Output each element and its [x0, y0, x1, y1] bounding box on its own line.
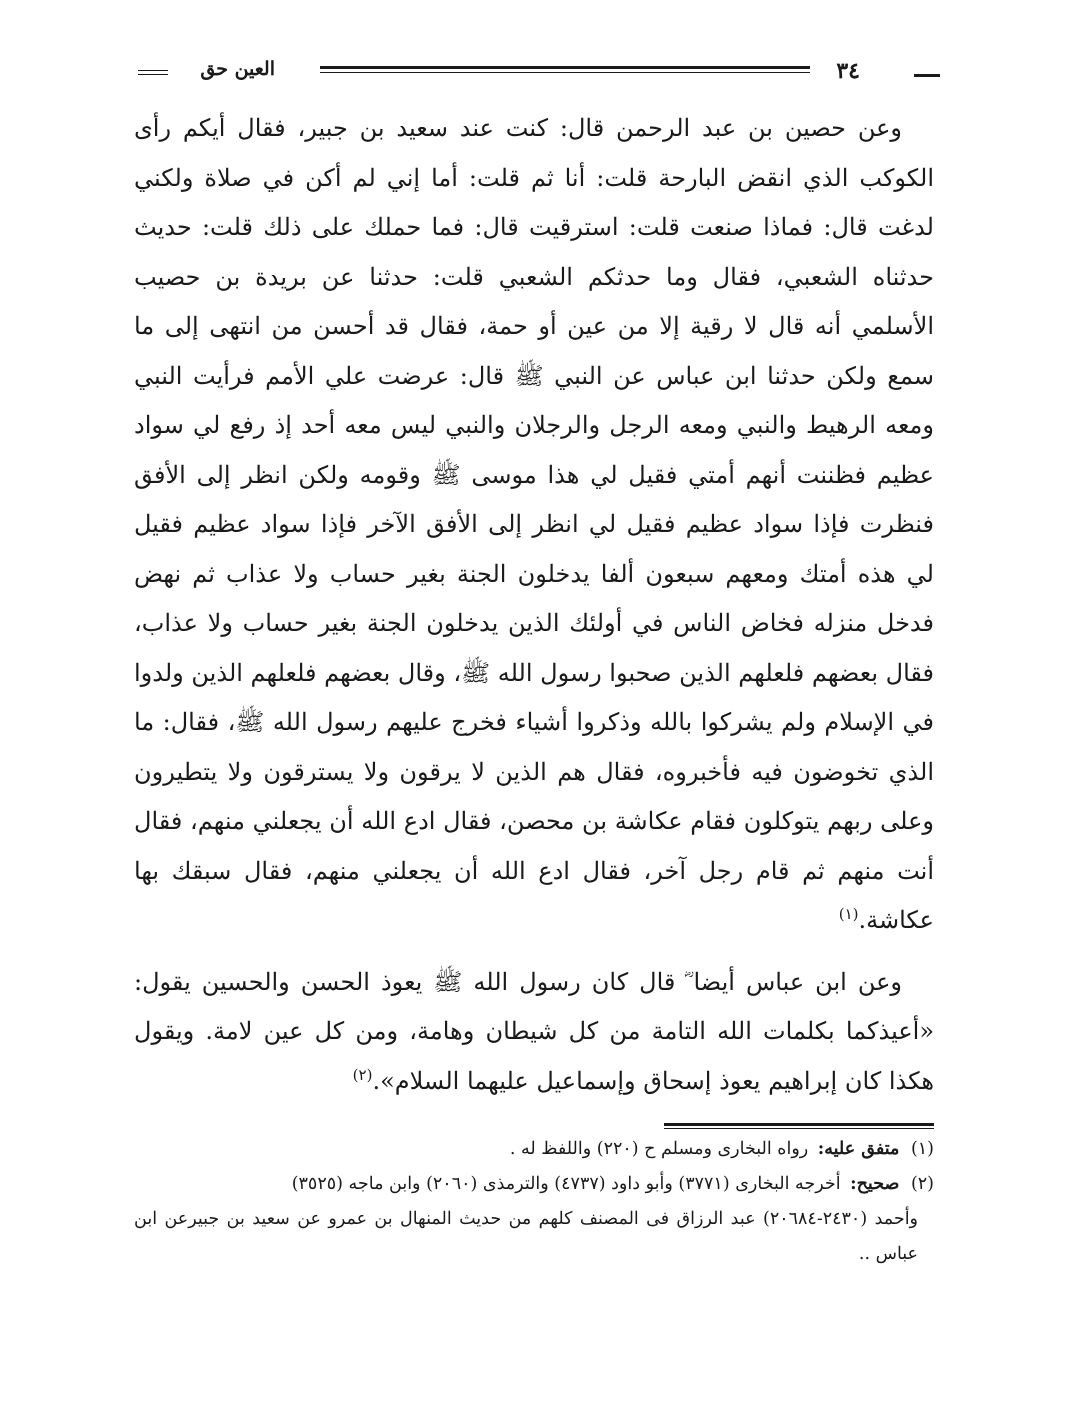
header-rule [320, 66, 810, 76]
paragraph-hadith-husain [134, 104, 934, 946]
footnote-reference-1: (١) [838, 905, 859, 923]
page-number: ٣٤ [836, 58, 860, 84]
footnote-continuation: وأحمد (٢٤٣٠-٢٠٦٨٤) عبد الرزاق فى المصنف كلهم من حديث المنهال بن عمرو عن سعيد بن جبيرعن ابن عباس .. [134, 1209, 919, 1264]
paragraph-text: وعن ابن عباس أيضا ؓ قال كان رسول الله ﷺ يعوذ الحسن والحسين يقول: «أعيذكما بكلمات الله التامة من كل شيطان وهامة، ومن كل عين لامة. ويقول هكذا كان إبراهيم يعوذ إسحاق وإسماعيل عليهما السلام». [134, 967, 934, 1095]
paragraph-hadith-ibn-abbas [134, 958, 934, 1107]
footnote-grade: صحيح: [850, 1174, 900, 1194]
paragraph-text: وعن حصين بن عبد الرحمن قال: كنت عند سعيد بن جبير، فقال أيكم رأى الكوكب الذي انقض البارحة قلت: أنا ثم قلت: أما إني لم أكن في صلاة ولكني لدغت قال: فماذا صنعت قلت: استرقيت قال: فما حملك على ذلك قلت: حديث حدثناه الشعبي، فقال وما حدثكم الشعبي قلت: حدثنا عن بريدة بن حصيب الأسلمي أنه قال لا رقية إلا من عين أو حمة، فقال قد أحسن من انتهى إلى ما سمع ولكن حدثنا ابن عباس عن النبي ﷺ قال: عرضت علي الأمم فرأيت النبي ومعه الرهيط والنبي ومعه الرجل والرجلان والنبي ليس معه أحد إذ رفع لي سواد عظيم فظننت أنهم أمتي فقيل لي هذا موسى ﷺ وقومه ولكن انظر إلى الأفق فنظرت فإذا سواد عظيم فقيل لي انظر إلى الأفق الآخر فإذا سواد عظيم فقيل لي هذه أمتك ومعهم سبعون ألفا يدخلون الجنة بغير حساب ولا عذاب ثم نهض فدخل منزله فخاض الناس في أولئك الذين يدخلون الجنة بغير حساب ولا عذاب، فقال بعضهم فلعلهم الذين صحبوا رسول الله ﷺ، وقال بعضهم فلعلهم الذين ولدوا في الإسلام ولم يشركوا بالله وذكروا أشياء فخرج عليهم رسول الله ﷺ، فقال: ما الذي تخوضون فيه فأخبروه، فقال هم الذين لا يرقون ولا يسترقون ولا يتطيرون وعلى ربهم يتوكلون فقام عكاشة بن محصن، فقال ادع الله أن يجعلني منهم، فقال أنت منهم ثم قام رجل آخر، فقال ادع الله أن يجعلني منهم، فقال سبقك بها عكاشة. [134, 114, 934, 934]
footnote-number: (٢) [910, 1174, 934, 1194]
footnote-text: رواه البخارى ومسلم ح (٢٢٠) واللفظ له . [509, 1139, 809, 1159]
running-title: العين حق [200, 58, 275, 80]
running-header [130, 50, 940, 90]
footnote-number: (١) [910, 1139, 934, 1159]
main-text [134, 104, 934, 1106]
footnotes [134, 1132, 934, 1272]
footnote-reference-2: (٢) [352, 1065, 373, 1084]
header-ornament-right [914, 74, 940, 77]
footnote-2 [134, 1167, 934, 1272]
header-ornament-left [138, 70, 168, 76]
footnote-separator [664, 1123, 934, 1129]
footnote-text: أخرجه البخارى (٣٧٧١) وأبو داود (٤٧٣٧) والترمذى (٢٠٦٠) وابن ماجه (٣٥٢٥) [291, 1174, 841, 1194]
footnote-grade: متفق عليه: [817, 1139, 900, 1159]
footnote-1 [134, 1132, 934, 1167]
